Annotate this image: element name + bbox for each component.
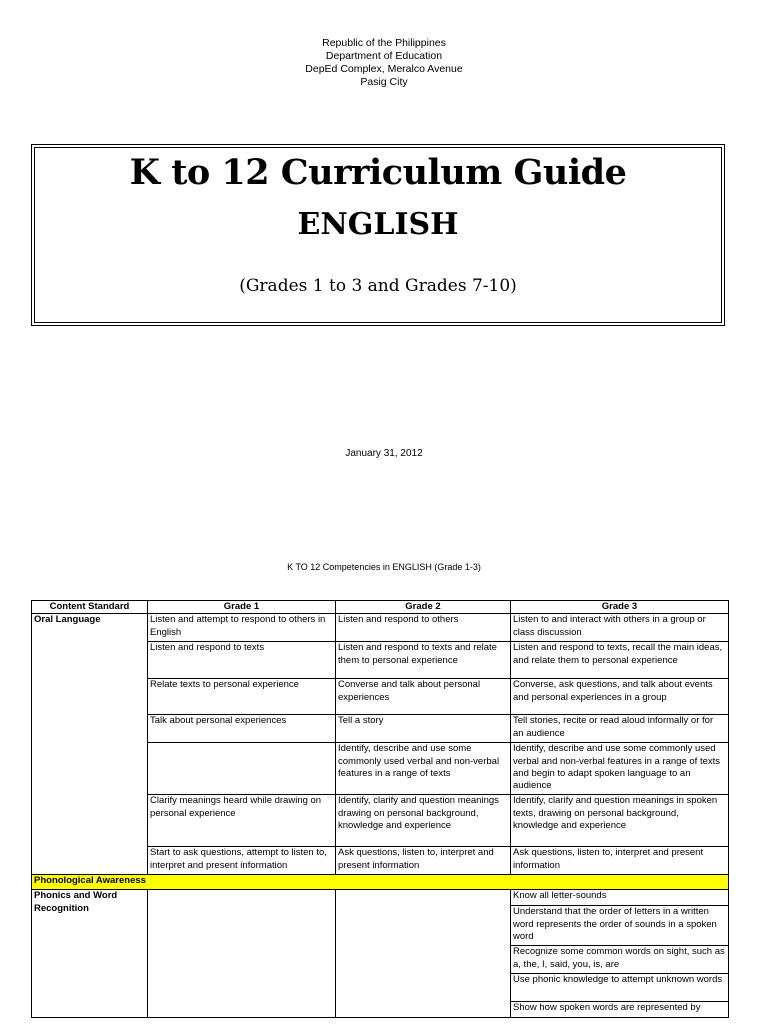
table-cell: Listen and respond to texts and relate them to personal experience	[336, 642, 511, 679]
table-cell: Ask questions, listen to, interpret and present information	[511, 847, 729, 875]
table-cell: Recognize some common words on sight, such as a, the, I, said, you, is, are	[511, 946, 729, 974]
table-cell: Understand that the order of letters in a written word represents the order of sounds in a spoken word	[511, 906, 729, 946]
table-cell	[148, 743, 336, 795]
header-address: DepEd Complex, Meralco Avenue	[305, 63, 463, 75]
table-cell: Identify, describe and use some commonly used verbal and non-verbal features in a range of texts	[336, 743, 511, 795]
table-row	[32, 890, 729, 906]
table-cell: Listen and respond to texts, recall the main ideas, and relate them to personal experience	[511, 642, 729, 679]
table-row	[32, 614, 729, 642]
table-cell: Identify, clarify and question meanings drawing on personal background, knowledge and experience	[336, 795, 511, 847]
table-cell: Start to ask questions, attempt to listen to, interpret and present information	[148, 847, 336, 875]
document-header	[0, 37, 768, 89]
grade-range: (Grades 1 to 3 and Grades 7-10)	[239, 276, 517, 296]
phonological-awareness-heading: Phonological Awareness	[32, 875, 729, 890]
table-caption: K TO 12 Competencies in ENGLISH (Grade 1-3)	[287, 562, 481, 572]
table-cell: Converse, ask questions, and talk about events and personal experiences in a group	[511, 679, 729, 715]
table-cell: Talk about personal experiences	[148, 715, 336, 743]
column-header: Grade 1	[148, 601, 336, 614]
table-cell: Tell stories, recite or read aloud informally or for an audience	[511, 715, 729, 743]
table-cell: Clarify meanings heard while drawing on personal experience	[148, 795, 336, 847]
table-cell: Listen and respond to others	[336, 614, 511, 642]
content-standard-cell: Phonics and Word Recognition	[32, 890, 148, 1018]
table-cell: Tell a story	[336, 715, 511, 743]
table-cell: Use phonic knowledge to attempt unknown words	[511, 974, 729, 1002]
table-cell: Identify, describe and use some commonly used verbal and non-verbal features in a range of texts and begin to adapt spoken language to an audience	[511, 743, 729, 795]
header-country: Republic of the Philippines	[322, 37, 446, 49]
header-city: Pasig City	[360, 76, 408, 88]
column-header: Content Standard	[32, 601, 148, 614]
table-cell: Show how spoken words are represented by	[511, 1002, 729, 1018]
table-cell: Ask questions, listen to, interpret and present information	[336, 847, 511, 875]
competencies-table	[31, 600, 729, 1018]
table-cell-empty	[336, 890, 511, 1018]
table-cell: Listen to and interact with others in a group or class discussion	[511, 614, 729, 642]
content-standard-cell: Oral Language	[32, 614, 148, 875]
column-header: Grade 3	[511, 601, 729, 614]
table-cell: Converse and talk about personal experiences	[336, 679, 511, 715]
header-department: Department of Education	[325, 50, 443, 62]
section-row-highlighted	[32, 875, 729, 890]
table-cell: Listen and respond to texts	[148, 642, 336, 679]
document-title: K to 12 Curriculum Guide	[129, 152, 627, 193]
table-cell: Relate texts to personal experience	[148, 679, 336, 715]
table-cell: Know all letter-sounds	[511, 890, 729, 906]
title-box	[31, 144, 725, 326]
table-cell: Listen and attempt to respond to others in English	[148, 614, 336, 642]
table-header-row	[32, 601, 729, 614]
column-header: Grade 2	[336, 601, 511, 614]
table-cell: Identify, clarify and question meanings in spoken texts, drawing on personal background, knowledge and experience	[511, 795, 729, 847]
document-date: January 31, 2012	[345, 448, 423, 459]
table-cell-empty	[148, 890, 336, 1018]
subject-title: ENGLISH	[297, 207, 459, 242]
